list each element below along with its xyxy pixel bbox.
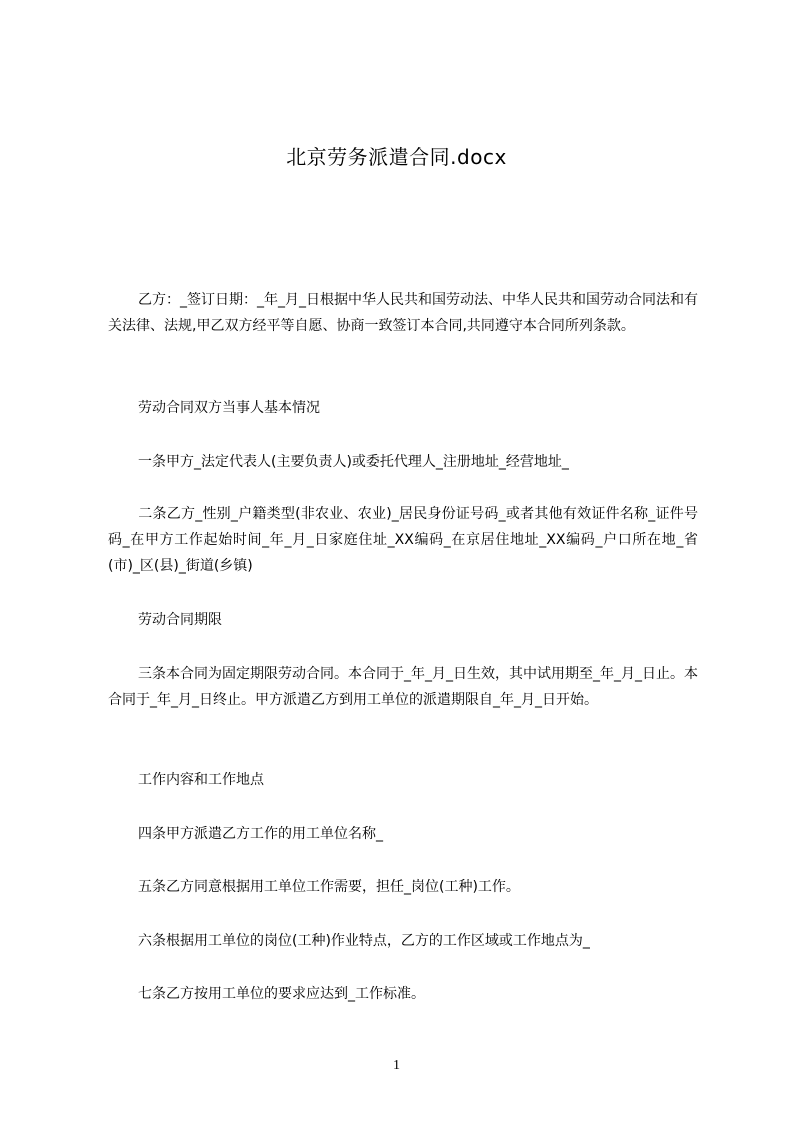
paragraph-article-7	[108, 981, 698, 1007]
paragraph-text: 六条根据用工单位的岗位(工种)作业特点，乙方的工作区域或工作地点为_	[138, 933, 590, 949]
paragraph-article-4	[108, 821, 698, 847]
paragraph-article-5	[108, 874, 698, 900]
section-heading-term	[108, 607, 698, 633]
paragraph-text: 劳动合同双方当事人基本情况	[138, 400, 320, 416]
paragraph-article-3	[108, 661, 698, 713]
paragraph-text: 一条甲方_法定代表人(主要负责人)或委托代理人_注册地址_经营地址_	[138, 454, 569, 470]
document-title: 北京劳务派遣合同.docx	[286, 145, 507, 169]
paragraph-text: 四条甲方派遣乙方工作的用工单位名称_	[138, 826, 383, 842]
paragraph-text: 乙方：_签订日期：_年_月_日根据中华人民共和国劳动法、中华人民共和国劳动合同法和有关法律、法规,甲乙双方经平等自愿、协商一致签订本合同,共同遵守本合同所列条款。	[108, 292, 698, 334]
paragraph-article-6	[108, 928, 698, 954]
paragraph-text: 五条乙方同意根据用工单位工作需要，担任_岗位(工种)工作。	[138, 879, 520, 895]
paragraph-text: 二条乙方_性别_户籍类型(非农业、农业)_居民身份证号码_或者其他有效证件名称_证件号码_在甲方工作起始时间_年_月_日家庭住址_XX编码_在京居住地址_XX编码_户口所在地_省(市)_区(县)_街道(乡镇)	[108, 506, 698, 574]
paragraph-preamble	[108, 287, 698, 339]
paragraph-article-1	[108, 449, 698, 475]
paragraph-text: 七条乙方按用工单位的要求应达到_工作标准。	[138, 986, 425, 1002]
page-number: 1	[393, 1058, 400, 1073]
paragraph-text: 三条本合同为固定期限劳动合同。本合同于_年_月_日生效，其中试用期至_年_月_日止。本合同于_年_月_日终止。甲方派遣乙方到用工单位的派遣期限自_年_月_日开始。	[108, 666, 698, 708]
paragraph-text: 劳动合同期限	[138, 612, 222, 628]
paragraph-article-2	[108, 501, 698, 579]
section-heading-parties	[108, 395, 698, 421]
paragraph-text: 工作内容和工作地点	[138, 772, 264, 788]
section-heading-work	[108, 767, 698, 793]
